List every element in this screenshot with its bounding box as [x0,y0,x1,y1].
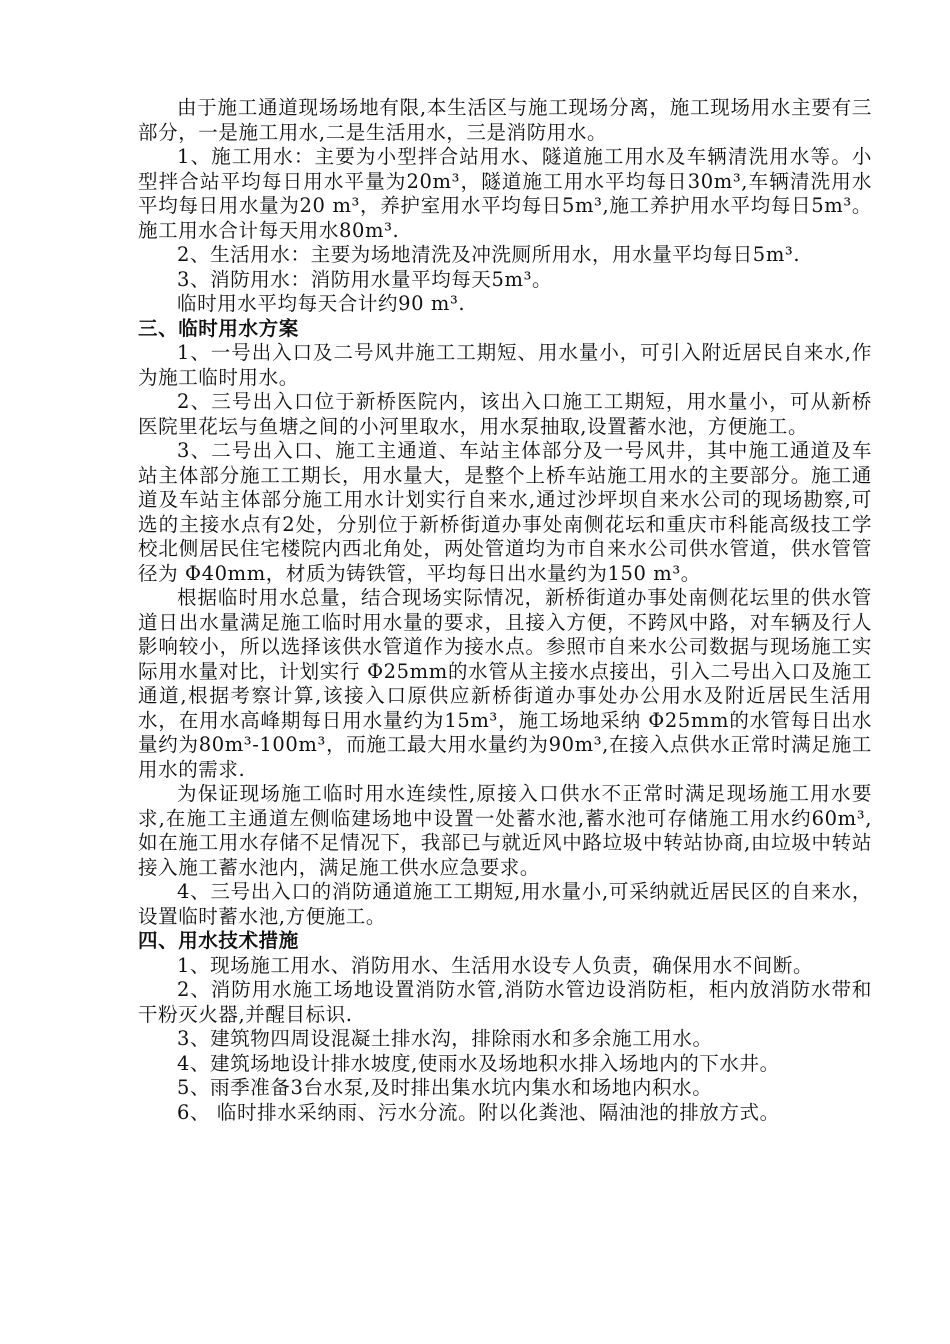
section-3-paragraph: 根据临时用水总量，结合现场实际情况，新桥街道办事处南侧花坛里的供水管道日出水量满足施工临时用水量的要求，且接入方便，不跨风中路，对车辆及行人影响较小，所以选择该供水管道作为接水点。参照市自来水公司数据与现场施工实际用水量对比，计划实行 Φ25mm的水管从主接水点接出，引入二号出入口及施工通道,根据考察计算,该接入口原供应新桥街道办事处办公用水及附近居民生活用水，在用水高峰期每日用水量约为15m³，施工场地采纳 Φ25mm的水管每日出水量约为80m³-100m³，而施工最大用水量约为90m³,在接入点供水正常时满足施工用水的需求. [138,586,872,781]
section-3-paragraph: 4、三号出入口的消防通道施工工期短,用水量小,可采纳就近居民区的自来水，设置临时蓄水池,方便施工。 [138,880,872,928]
section-3-paragraph: 1、一号出入口及二号风井施工工期短、用水量小，可引入附近居民自来水,作为施工临时用水。 [138,341,872,389]
section-4-paragraph: 1、现场施工用水、消防用水、生活用水设专人负责，确保用水不间断。 [177,953,814,977]
section-3-heading: 三、临时用水方案 [138,316,299,340]
section-3-paragraph: 2、三号出入口位于新桥医院内，该出入口施工工期短，用水量小，可从新桥医院里花坛与鱼塘之间的小河里取水，用水泵抽取,设置蓄水池，方便施工。 [138,390,872,438]
daily-total-paragraph: 临时用水平均每天合计约90 m³. [177,292,466,315]
domestic-water-paragraph: 2、生活用水：主要为场地清洗及冲洗厕所用水，用水量平均每日5m³. [177,243,801,266]
section-3-paragraph: 3、二号出入口、施工主通道、车站主体部分及一号风井，其中施工通道及车站主体部分施工工期长，用水量大，是整个上桥车站施工用水的主要部分。施工通道及车站主体部分施工用水计划实行自来水,通过沙坪坝自来水公司的现场勘察,可选的主接水点有2处，分别位于新桥街道办事处南侧花坛和重庆市科能高级技工学校北侧居民住宅楼院内西北角处，两处管道均为市自来水公司供水管道，供水管管径为 Φ40mm，材质为铸铁管，平均每日出水量约为150 m³。 [138,439,872,585]
section-4-paragraph: 4、建筑场地设计排水坡度,使雨水及场地积水排入场地内的下水井。 [177,1051,780,1075]
section-4-paragraph: 3、建筑物四周设混凝土排水沟，排除雨水和多余施工用水。 [177,1027,713,1050]
section-4-paragraph: 2、消防用水施工场地设置消防水管,消防水管边设消防柜，柜内放消防水带和干粉灭火器,并醒目标识. [138,978,872,1026]
section-4-paragraph: 6、 临时排水采纳雨、污水分流。附以化粪池、隔油池的排放方式。 [177,1100,780,1124]
section-4-paragraph: 5、雨季准备3台水泵,及时排出集水坑内集水和场地内积水。 [177,1076,713,1099]
fire-water-paragraph: 3、消防用水：消防用水量平均每天5m³。 [177,267,553,291]
intro-paragraph: 由于施工通道现场场地有限,本生活区与施工现场分离，施工现场用水主要有三部分，一是施工用水,二是生活用水，三是消防用水。 [138,96,872,144]
document-body [138,96,872,1125]
construction-water-paragraph: 1、施工用水：主要为小型拌合站用水、隧道施工用水及车辆清洗用水等。小型拌合站平均每日用水平量为20m³，隧道施工用水平均每日30m³,车辆清洗用水平均每日用水量为20 m³，养护室用水平均每日5m³,施工养护用水平均每日5m³。施工用水合计每天用水80m³. [138,145,872,242]
section-3-paragraph: 为保证现场施工临时用水连续性,原接入口供水不正常时满足现场施工用水要求,在施工主通道左侧临建场地中设置一处蓄水池,蓄水池可存储施工用水约60m³,如在施工用水存储不足情况下，我部已与就近风中路垃圾中转站协商,由垃圾中转站接入施工蓄水池内，满足施工供水应急要求。 [138,782,872,879]
section-4-heading: 四、用水技术措施 [138,929,299,952]
